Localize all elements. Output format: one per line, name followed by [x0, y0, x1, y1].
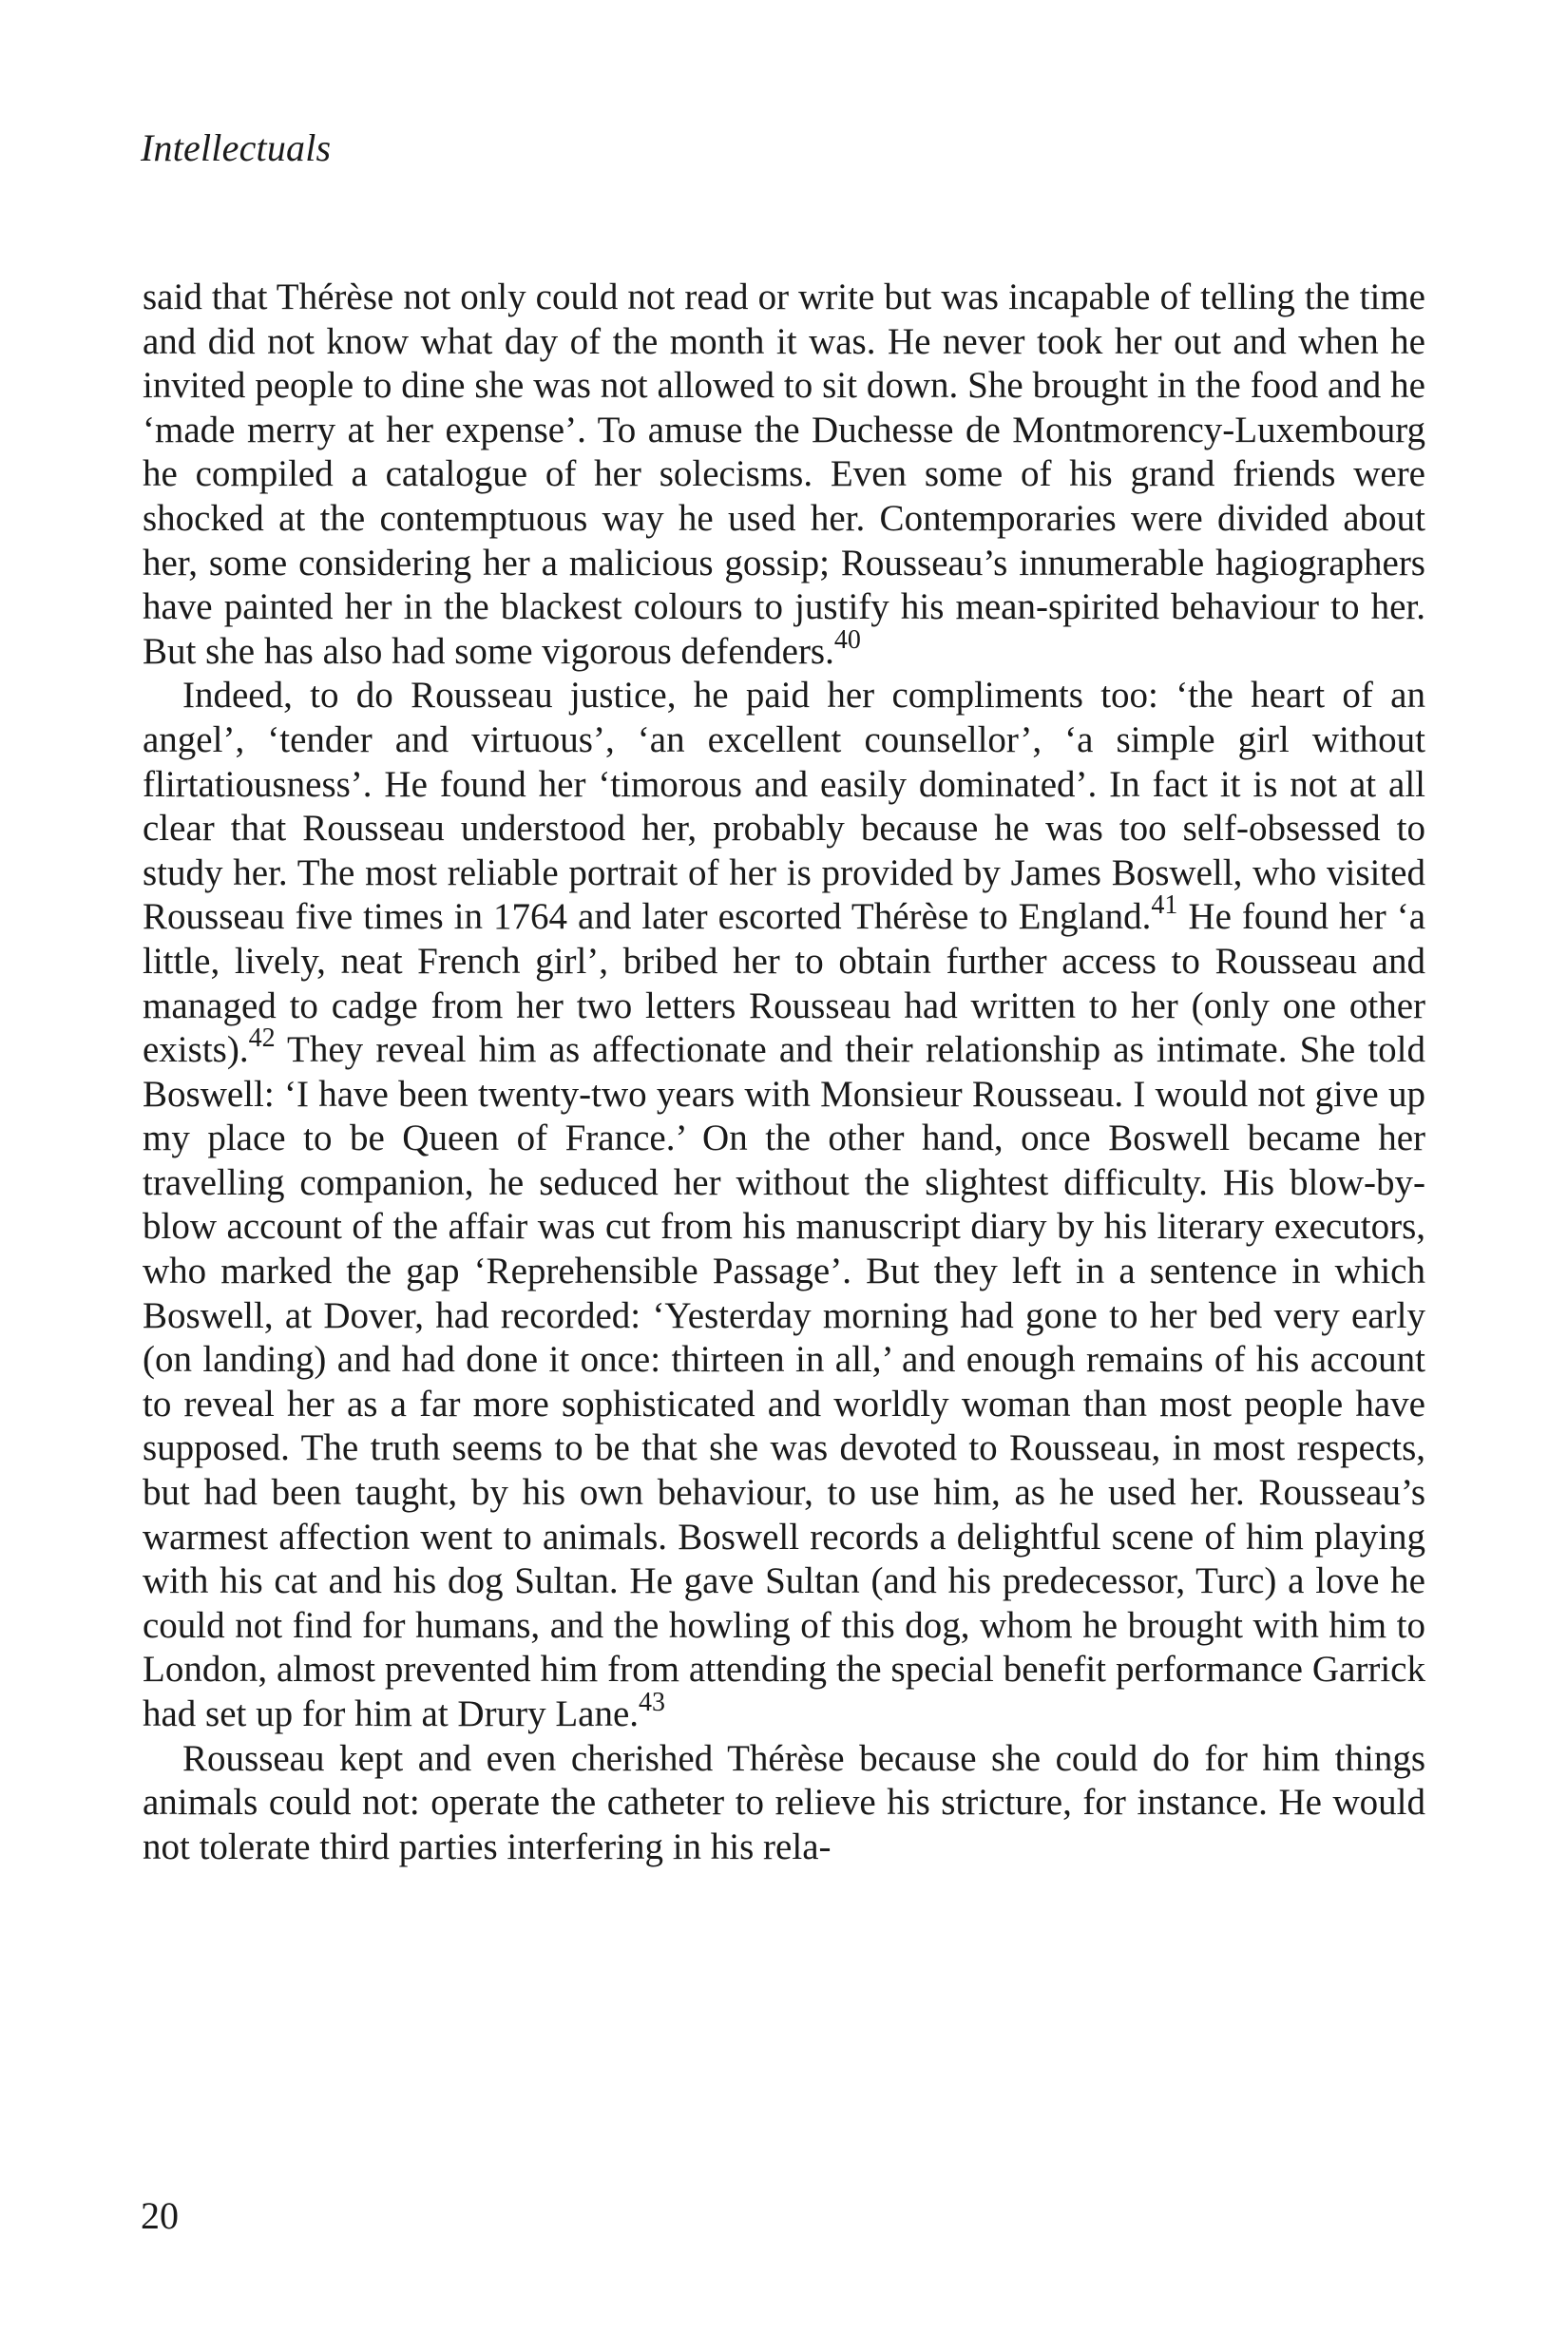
paragraph-2-text-part-3: They reveal him as affectionate and their relationship as intimate. She told Boswell: ‘I have been twenty-two years with Monsieur Rousseau. I would not give up my place to be Queen of France.’ On the other hand, once Boswell became her travelling companion, he seduced her without the slightest difficulty. His blow-by-blow account of the affair was cut from his manuscript diary by his literary executors, who marked the gap ‘Reprehensible Passage’. But they left in a sentence in which Boswell, at Dover, had recorded: ‘Yesterday morning had gone to her bed very early (on landing) and had done it once: thirteen in all,’ and enough remains of his account to reveal her as a far more sophisticated and worldly woman than most people have supposed. The truth seems to be that she was devoted to Rousseau, in most respects, but had been taught, by his own behaviour, to use him, as he used her. Rousseau’s warmest affection went to animals. Boswell records a delightful scene of him playing with his cat and his dog Sultan. He gave Sultan (and his predecessor, Turc) a love he could not find for humans, and the howling of this dog, whom he brought with him to London, almost prevented him from attending the special benefit performance Garrick had set up for him at Drury Lane. [143, 1029, 1425, 1734]
footnote-ref-43: 43 [639, 1688, 666, 1717]
paragraph-1 [143, 276, 1425, 674]
paragraph-2 [143, 674, 1425, 1736]
footnote-ref-42: 42 [248, 1023, 276, 1054]
footnote-ref-41: 41 [1151, 890, 1178, 921]
running-head-title: Intellectuals [141, 126, 332, 169]
paragraph-2-text-part-2: He found her ‘a little, lively, neat French girl’, bribed her to obtain further access to Rousseau and managed to cadge from her two letters Rousseau had written to her (only one other exists). [143, 896, 1426, 1071]
paragraph-1-text: said that Thérèse not only could not read or write but was incapable of telling the time and did not know what day of the month it was. He never took her out and when he invited people to dine she was not allowed to sit down. She brought in the food and he ‘made merry at her expense’. To amuse the Duchesse de Montmorency-Luxembourg he compiled a catalogue of her solecisms. Even some of his grand friends were shocked at the contemptuous way he used her. Contemporaries were divided about her, some considering her a malicious gossip; Rousseau’s innumerable hagiographers have painted her in the blackest colours to justify his mean-spirited behaviour to her. But she has also had some vigorous defenders. [143, 277, 1425, 672]
paragraph-3-text: Rousseau kept and even cherished Thérèse because she could do for him things animals could not: operate the catheter to relieve his stricture, for instance. He would not tolerate third parties interfering in his rela- [143, 1737, 1425, 1867]
paragraph-3 [143, 1737, 1425, 1870]
paragraph-2-text-part-1: Indeed, to do Rousseau justice, he paid her compliments too: ‘the heart of an angel’, ‘tender and virtuous’, ‘an excellent counsellor’, ‘a simple girl without flirtatiousness’. He found her ‘timorous and easily dominated’. In fact it is not at all clear that Rousseau understood her, probably because he was too self-obsessed to study her. The most reliable portrait of her is provided by James Boswell, who visited Rousseau five times in 1764 and later escorted Thérèse to England. [143, 675, 1425, 938]
page-number: 20 [141, 2194, 179, 2237]
body-text [143, 276, 1425, 1869]
footnote-ref-40: 40 [833, 624, 861, 655]
